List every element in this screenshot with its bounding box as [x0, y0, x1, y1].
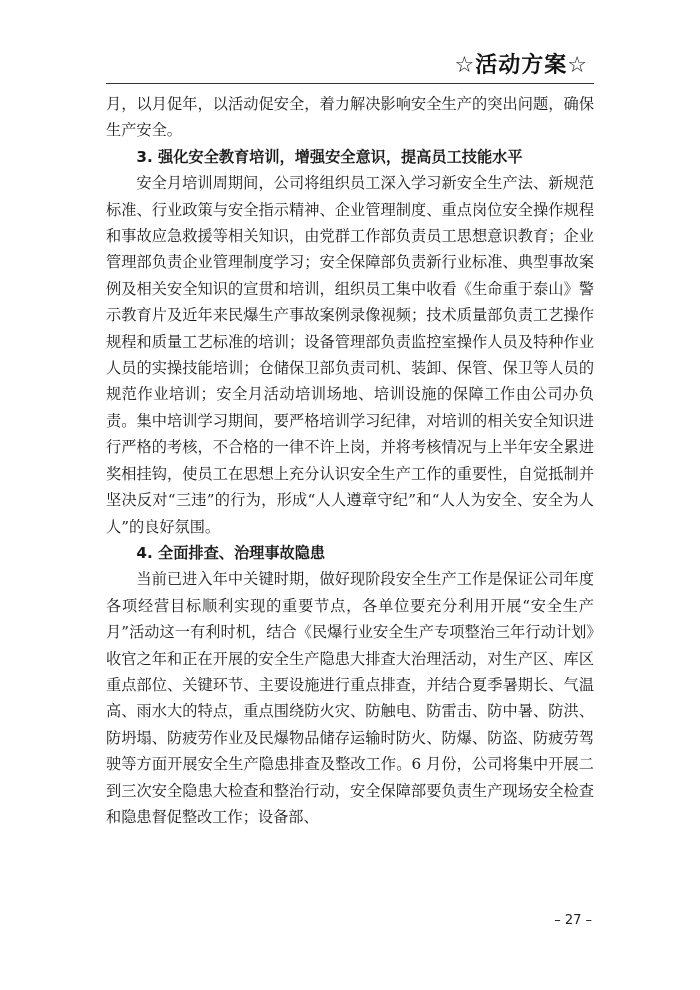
document-body: [106, 91, 594, 830]
section-4-paragraph: 当前已进入年中关键时期，做好现阶段安全生产工作是保证公司年度各项经营目标顺利实现的重要节点，各单位要充分利用开展“安全生产月”活动这一有利时机，结合《民爆行业安全生产专项整治三年行动计划》收官之年和正在开展的安全生产隐患大排查大治理活动，对生产区、库区重点部位、关键环节、主要设施进行重点排查，并结合夏季暑期长、气温高、雨水大的特点，重点围绕防火灾、防触电、防雷击、防中暑、防洪、防坍塌、防疲劳作业及民爆物品储存运输时防火、防爆、防盗、防疲劳驾驶等方面开展安全生产隐患排查及整改工作。6 月份，公司将集中开展二到三次安全隐患大检查和整治行动，安全保障部要负责生产现场安全检查和隐患督促整改工作；设备部、: [106, 570, 594, 826]
section-4-heading: 4. 全面排查、治理事故隐患: [136, 543, 326, 562]
section-3-paragraph: 安全月培训周期间，公司将组织员工深入学习新安全生产法、新规范标准、行业政策与安全指示精神、企业管理制度、重点岗位安全操作规程和事故应急救援等相关知识，由党群工作部负责员工思想意识教育；企业管理部负责企业管理制度学习；安全保障部负责新行业标准、典型事故案例及相关安全知识的宣贯和培训，组织员工集中收看《生命重于泰山》警示教育片及近年来民爆生产事故案例录像视频；技术质量部负责工艺操作规程和质量工艺标准的培训；设备管理部负责监控室操作人员及特种作业人员的实操技能培训；仓储保卫部负责司机、装卸、保管、保卫等人员的规范作业培训；安全月活动培训场地、培训设施的保障工作由公司办负责。集中培训学习期间，要严格培训学习纪律，对培训的相关安全知识进行严格的考核，不合格的一律不许上岗，并将考核情况与上半年安全累进奖相挂钩，使员工在思想上充分认识安全生产工作的重要性，自觉抵制并坚决反对“三违”的行为，形成“人人遵章守纪”和“人人为安全、安全为人人”的良好氛围。: [106, 174, 594, 536]
header-divider: [106, 83, 594, 84]
page-number: – 27 –: [554, 913, 592, 928]
section-3-heading: 3. 强化安全教育培训，增强安全意识，提高员工技能水平: [136, 147, 523, 166]
header-title: ☆活动方案☆: [454, 53, 588, 78]
continued-paragraph: 月，以月促年，以活动促安全，着力解决影响安全生产的突出问题，确保生产安全。: [106, 95, 594, 140]
